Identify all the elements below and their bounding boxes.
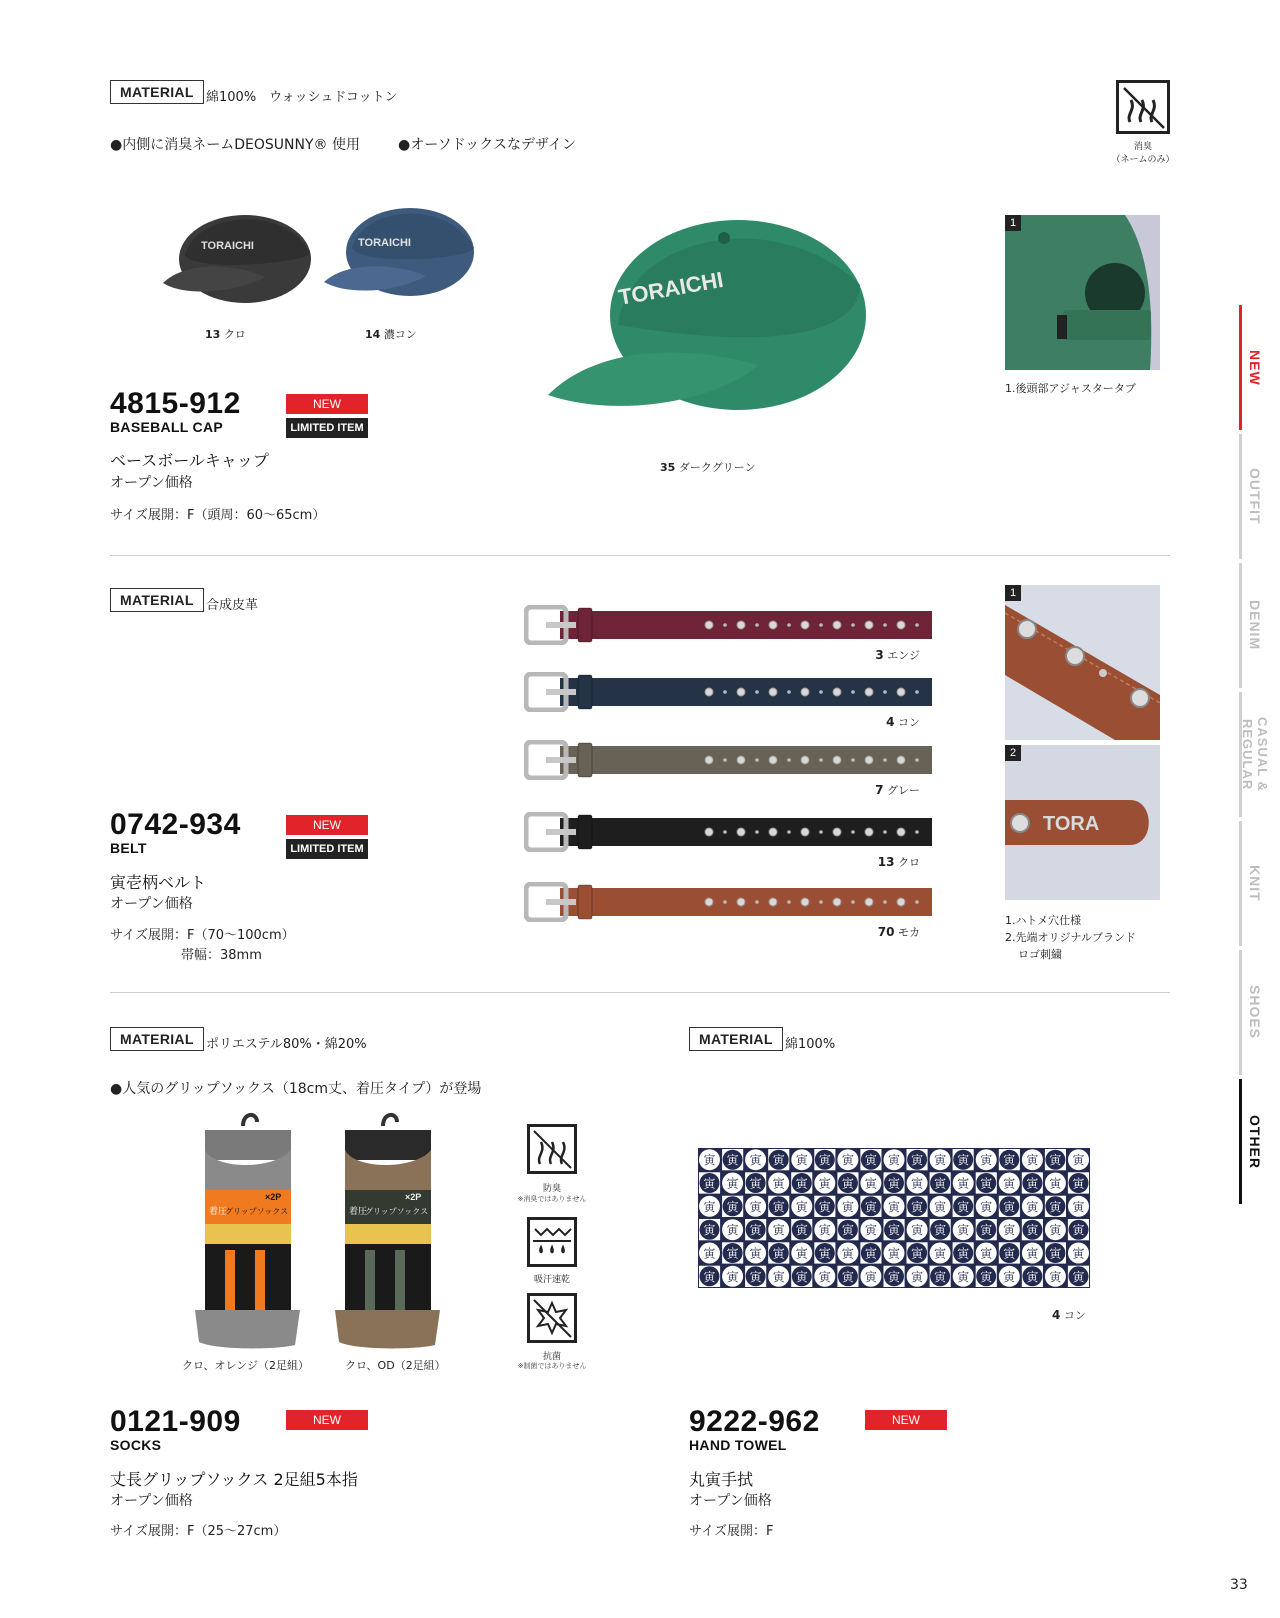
- svg-text:寅: 寅: [703, 1176, 716, 1191]
- socks-pack-image-2: [335, 1110, 440, 1360]
- svg-text:寅: 寅: [795, 1199, 808, 1214]
- svg-text:寅: 寅: [818, 1153, 831, 1168]
- svg-text:寅: 寅: [864, 1199, 877, 1214]
- side-tab-shoes[interactable]: SHOES: [1247, 985, 1263, 1040]
- product-price: オープン価格: [110, 1493, 193, 1509]
- page-number: 33: [1230, 1577, 1248, 1593]
- variant-label: クロ、OD（2足組）: [345, 1359, 446, 1372]
- product-english-name: BASEBALL CAP: [110, 419, 224, 435]
- product-english-name: BELT: [110, 840, 147, 856]
- section-divider: [110, 992, 1170, 993]
- svg-text:寅: 寅: [1003, 1223, 1016, 1238]
- product-japanese-name: 丈長グリップソックス 2足組5本指: [110, 1470, 358, 1489]
- side-tab-casual-regular[interactable]: CASUAL & REGULAR: [1240, 717, 1270, 792]
- feature-text: ●内側に消臭ネームDEOSUNNY® 使用: [110, 137, 360, 153]
- svg-text:寅: 寅: [772, 1246, 785, 1261]
- color-label: 70 モカ: [877, 925, 920, 939]
- svg-text:寅: 寅: [934, 1269, 947, 1284]
- svg-text:寅: 寅: [841, 1176, 854, 1191]
- svg-text:寅: 寅: [1049, 1199, 1062, 1214]
- svg-text:寅: 寅: [911, 1176, 924, 1191]
- belt-image: [524, 740, 934, 780]
- svg-text:寅: 寅: [726, 1223, 739, 1238]
- icon-caption: 抗菌: [542, 1352, 561, 1362]
- belt-image: [524, 672, 934, 712]
- svg-text:寅: 寅: [1026, 1176, 1039, 1191]
- belt-image: [524, 605, 934, 645]
- new-badge: NEW: [286, 394, 368, 414]
- material-text: ポリエステル80%・綿20%: [206, 1037, 367, 1052]
- svg-text:寅: 寅: [726, 1153, 739, 1168]
- product-japanese-name: 丸寅手拭: [689, 1470, 754, 1489]
- side-tab-other[interactable]: OTHER: [1247, 1114, 1263, 1169]
- cap-detail-image: [1005, 215, 1160, 370]
- cap-green-image: [548, 205, 878, 435]
- svg-text:寅: 寅: [1072, 1199, 1085, 1214]
- svg-text:グリップソックス: グリップソックス: [225, 1207, 289, 1216]
- svg-text:寅: 寅: [934, 1199, 947, 1214]
- svg-text:寅: 寅: [1026, 1246, 1039, 1261]
- product-size: サイズ展開：F（25〜27cm）: [110, 1524, 287, 1539]
- svg-text:寅: 寅: [980, 1223, 993, 1238]
- cap-navy-image: [318, 190, 483, 300]
- svg-text:寅: 寅: [1072, 1269, 1085, 1284]
- svg-text:寅: 寅: [841, 1223, 854, 1238]
- svg-text:寅: 寅: [887, 1199, 901, 1214]
- svg-text:寅: 寅: [934, 1153, 947, 1168]
- svg-text:寅: 寅: [934, 1176, 947, 1191]
- belt-detail-image-1: [1005, 585, 1160, 740]
- svg-text:寅: 寅: [1072, 1223, 1085, 1238]
- svg-text:寅: 寅: [841, 1269, 854, 1284]
- svg-text:寅: 寅: [703, 1223, 716, 1238]
- svg-text:寅: 寅: [772, 1199, 785, 1214]
- svg-text:着圧: 着圧: [349, 1207, 368, 1217]
- product-price: オープン価格: [110, 896, 193, 912]
- icon-caption: ※制菌ではありません: [517, 1362, 587, 1370]
- svg-text:寅: 寅: [749, 1199, 762, 1214]
- product-size: サイズ展開：F（70〜100cm）: [110, 928, 295, 943]
- deodorant-icon: [527, 1124, 577, 1174]
- svg-text:寅: 寅: [1026, 1223, 1039, 1238]
- side-tab-knit[interactable]: KNIT: [1247, 865, 1263, 902]
- svg-text:寅: 寅: [749, 1246, 762, 1261]
- detail-caption: 1.ハトメ穴仕様: [1005, 914, 1082, 927]
- sweat-dry-icon: [527, 1217, 577, 1267]
- material-text: 綿100% ウォッシュドコットン: [206, 90, 398, 105]
- color-label: 4 コン: [1052, 1308, 1086, 1322]
- variant-label: クロ、オレンジ（2足組）: [182, 1359, 310, 1372]
- svg-text:寅: 寅: [818, 1246, 831, 1261]
- product-size: サイズ展開：F: [689, 1524, 774, 1539]
- svg-text:寅: 寅: [1049, 1153, 1062, 1168]
- svg-text:寅: 寅: [1049, 1246, 1062, 1261]
- svg-text:寅: 寅: [887, 1246, 901, 1261]
- side-tab-denim[interactable]: DENIM: [1247, 600, 1263, 651]
- product-code: 0742-934: [110, 808, 241, 841]
- product-japanese-name: ベースボールキャップ: [110, 451, 269, 470]
- color-label: 13 クロ: [205, 328, 246, 341]
- svg-text:寅: 寅: [1072, 1153, 1085, 1168]
- section-divider: [110, 555, 1170, 556]
- product-japanese-name: 寅壱柄ベルト: [110, 873, 207, 892]
- svg-text:寅: 寅: [887, 1153, 901, 1168]
- svg-text:寅: 寅: [1026, 1153, 1039, 1168]
- product-english-name: HAND TOWEL: [689, 1437, 787, 1453]
- svg-text:TORAICHI: TORAICHI: [358, 237, 411, 249]
- svg-text:寅: 寅: [911, 1246, 924, 1261]
- svg-text:寅: 寅: [934, 1223, 947, 1238]
- detail-number: 1: [1005, 585, 1021, 601]
- belt-image: [524, 882, 934, 922]
- svg-text:寅: 寅: [703, 1199, 716, 1214]
- svg-text:寅: 寅: [864, 1176, 877, 1191]
- svg-text:寅: 寅: [795, 1153, 808, 1168]
- svg-text:寅: 寅: [772, 1223, 785, 1238]
- svg-text:寅: 寅: [749, 1176, 762, 1191]
- limited-item-badge: LIMITED ITEM: [286, 418, 368, 438]
- svg-text:寅: 寅: [1026, 1269, 1039, 1284]
- material-label: MATERIAL: [110, 80, 204, 104]
- svg-text:寅: 寅: [1003, 1153, 1016, 1168]
- svg-text:寅: 寅: [1049, 1176, 1062, 1191]
- svg-text:寅: 寅: [1026, 1199, 1039, 1214]
- svg-text:寅: 寅: [1003, 1269, 1016, 1284]
- svg-text:寅: 寅: [1072, 1246, 1085, 1261]
- svg-text:寅: 寅: [864, 1269, 877, 1284]
- belt-image: [524, 812, 934, 852]
- feature-text: ●人気のグリップソックス（18cm丈、着圧タイプ）が登場: [110, 1081, 482, 1097]
- icon-caption: （ネームのみ）: [1111, 155, 1175, 165]
- svg-text:寅: 寅: [911, 1199, 924, 1214]
- antibacterial-icon: [527, 1293, 577, 1343]
- color-label: 14 濃コン: [365, 328, 417, 341]
- svg-text:寅: 寅: [818, 1199, 831, 1214]
- svg-text:寅: 寅: [749, 1153, 762, 1168]
- svg-text:TORAICHI: TORAICHI: [616, 266, 726, 310]
- product-size: サイズ展開：F（頭周：60〜65cm）: [110, 508, 326, 523]
- svg-text:寅: 寅: [980, 1246, 993, 1261]
- side-tab-outfit[interactable]: OUTFIT: [1247, 468, 1263, 525]
- svg-text:寅: 寅: [726, 1269, 739, 1284]
- limited-item-badge: LIMITED ITEM: [286, 839, 368, 859]
- svg-text:寅: 寅: [841, 1246, 854, 1261]
- svg-text:寅: 寅: [911, 1223, 924, 1238]
- product-size: 帯幅：38mm: [181, 948, 262, 963]
- svg-text:寅: 寅: [703, 1246, 716, 1261]
- icon-caption: 消臭: [1133, 142, 1152, 152]
- detail-caption: 1.後頭部アジャスタータブ: [1005, 382, 1136, 395]
- detail-caption: 2.先端オリジナルブランド: [1005, 931, 1136, 944]
- svg-text:寅: 寅: [1003, 1176, 1016, 1191]
- product-english-name: SOCKS: [110, 1437, 162, 1453]
- svg-text:TORAICHI: TORAICHI: [201, 240, 254, 252]
- svg-text:寅: 寅: [980, 1176, 993, 1191]
- svg-text:寅: 寅: [841, 1199, 854, 1214]
- svg-text:寅: 寅: [957, 1269, 970, 1284]
- svg-text:寅: 寅: [1003, 1199, 1016, 1214]
- svg-text:寅: 寅: [749, 1223, 762, 1238]
- svg-text:寅: 寅: [957, 1223, 970, 1238]
- color-label: 35 ダークグリーン: [660, 461, 756, 474]
- color-label: 3 エンジ: [875, 648, 920, 662]
- svg-text:寅: 寅: [864, 1223, 877, 1238]
- svg-text:寅: 寅: [772, 1153, 785, 1168]
- svg-text:寅: 寅: [934, 1246, 947, 1261]
- new-badge: NEW: [286, 815, 368, 835]
- new-badge: NEW: [286, 1410, 368, 1430]
- product-price: オープン価格: [110, 475, 193, 491]
- svg-text:寅: 寅: [980, 1153, 993, 1168]
- svg-text:寅: 寅: [864, 1153, 877, 1168]
- svg-text:寅: 寅: [887, 1269, 901, 1284]
- cap-black-image: [155, 193, 320, 303]
- svg-text:寅: 寅: [911, 1153, 924, 1168]
- svg-text:寅: 寅: [726, 1246, 739, 1261]
- icon-caption: 防臭: [542, 1184, 561, 1194]
- svg-text:寅: 寅: [703, 1269, 716, 1284]
- svg-text:寅: 寅: [957, 1246, 970, 1261]
- svg-text:寅: 寅: [957, 1199, 970, 1214]
- detail-number: 1: [1005, 215, 1021, 231]
- svg-text:寅: 寅: [864, 1246, 877, 1261]
- svg-text:寅: 寅: [726, 1176, 739, 1191]
- icon-caption: 吸汗速乾: [533, 1275, 570, 1285]
- hand-towel-image: [698, 1148, 1090, 1288]
- product-code: 9222-962: [689, 1405, 820, 1438]
- svg-text:寅: 寅: [818, 1223, 831, 1238]
- new-badge: NEW: [865, 1410, 947, 1430]
- svg-text:寅: 寅: [841, 1153, 854, 1168]
- svg-text:×2P: ×2P: [265, 1192, 282, 1202]
- svg-text:×2P: ×2P: [405, 1192, 422, 1202]
- detail-number: 2: [1005, 745, 1021, 761]
- svg-text:寅: 寅: [818, 1176, 831, 1191]
- svg-text:寅: 寅: [980, 1269, 993, 1284]
- svg-text:着圧: 着圧: [209, 1207, 228, 1217]
- belt-detail-image-2: [1005, 745, 1160, 900]
- color-label: 13 クロ: [877, 855, 920, 869]
- product-code: 0121-909: [110, 1405, 241, 1438]
- material-label: MATERIAL: [689, 1027, 783, 1051]
- socks-pack-image-1: [195, 1110, 300, 1360]
- svg-text:寅: 寅: [795, 1246, 808, 1261]
- product-price: オープン価格: [689, 1493, 772, 1509]
- material-label: MATERIAL: [110, 588, 204, 612]
- icon-caption: ※消臭ではありません: [517, 1195, 587, 1203]
- material-label: MATERIAL: [110, 1027, 204, 1051]
- svg-text:寅: 寅: [957, 1153, 970, 1168]
- detail-caption: ロゴ刺繍: [1018, 948, 1062, 961]
- svg-text:グリップソックス: グリップソックス: [365, 1207, 429, 1216]
- deodorant-icon: [1116, 80, 1170, 134]
- svg-text:寅: 寅: [1003, 1246, 1016, 1261]
- svg-text:寅: 寅: [749, 1269, 762, 1284]
- svg-text:寅: 寅: [980, 1199, 993, 1214]
- color-label: 4 コン: [886, 715, 920, 729]
- material-text: 綿100%: [785, 1037, 836, 1052]
- feature-text: ●オーソドックスなデザイン: [398, 137, 576, 153]
- svg-text:寅: 寅: [1049, 1269, 1062, 1284]
- svg-text:寅: 寅: [957, 1176, 970, 1191]
- svg-text:寅: 寅: [772, 1269, 785, 1284]
- svg-text:寅: 寅: [887, 1223, 901, 1238]
- svg-text:寅: 寅: [703, 1153, 716, 1168]
- svg-text:寅: 寅: [795, 1223, 808, 1238]
- svg-text:寅: 寅: [1072, 1176, 1085, 1191]
- side-tab-new[interactable]: NEW: [1247, 349, 1263, 386]
- svg-text:寅: 寅: [795, 1269, 808, 1284]
- product-code: 4815-912: [110, 387, 241, 420]
- material-text: 合成皮革: [206, 598, 259, 613]
- svg-text:寅: 寅: [726, 1199, 739, 1214]
- svg-text:寅: 寅: [887, 1176, 901, 1191]
- svg-text:寅: 寅: [818, 1269, 831, 1284]
- svg-text:寅: 寅: [795, 1176, 808, 1191]
- svg-text:寅: 寅: [911, 1269, 924, 1284]
- svg-text:TORA: TORA: [1043, 813, 1100, 835]
- color-label: 7 グレー: [875, 783, 920, 797]
- svg-text:寅: 寅: [772, 1176, 785, 1191]
- svg-text:寅: 寅: [1049, 1223, 1062, 1238]
